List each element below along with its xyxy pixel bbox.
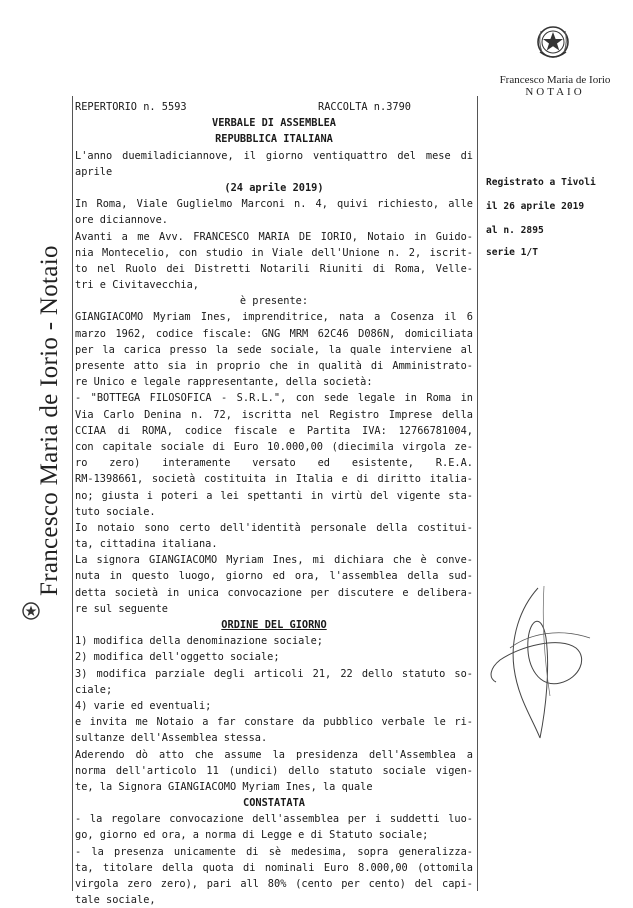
text-line: GIANGIACOMO Myriam Ines, imprenditrice, nata a Cosenza il 6 [75, 311, 473, 324]
text-line: te, la Signora GIANGIACOMO Myriam Ines, la quale [75, 780, 373, 793]
agenda-item: ciale; [75, 683, 113, 696]
notary-name: Francesco Maria de Iorio [499, 74, 611, 86]
text-line: go, giorno ed ora, a norma di Legge e di Statuto sociale; [75, 829, 429, 842]
deed-title: VERBALE DI ASSEMBLEA [212, 117, 336, 130]
text-line: re Unico e legale rappresentante, della società: [75, 376, 373, 389]
text-line: L'anno duemiladiciannove, il giorno ventiquattro del mese di [75, 149, 473, 162]
text-line: Via Carlo Denina n. 72, iscritta nel Registro Imprese della [75, 408, 473, 421]
deed-header-numbers [75, 99, 473, 115]
agenda-item: 2) modifica dell'oggetto sociale; [75, 651, 280, 664]
date-line: (24 aprile 2019) [224, 181, 324, 194]
text-line: e invita me Notaio a far constare da pubblico verbale le ri- [75, 716, 473, 729]
text-line: re sul seguente [75, 602, 168, 615]
text-line: ta, cittadina italiana. [75, 538, 218, 551]
text-line: tuto sociale. [75, 505, 156, 518]
text-line: ore diciannove. [75, 214, 168, 227]
agenda-item: 3) modifica parziale degli articoli 21, 22 dello statuto so- [75, 667, 473, 680]
text-line: tri e Civitavecchia, [75, 279, 199, 292]
constatata-heading: CONSTATATA [243, 797, 305, 810]
agenda-heading: ORDINE DEL GIORNO [221, 619, 327, 631]
text-line: ro zero) interamente versato ed esistente, R.E.A. [75, 457, 473, 470]
agenda-item: 1) modifica della denominazione sociale; [75, 635, 323, 648]
registration-line-2: il 26 aprile 2019 [486, 201, 585, 212]
text-line: per la carica presso la sede sociale, la quale interviene al [75, 343, 473, 356]
text-line: - "BOTTEGA FILOSOFICA - S.R.L.", con sede legale in Roma in [75, 392, 473, 405]
text-line: marzo 1962, codice fiscale: GNG MRM 62C46 D086N, domiciliata [75, 327, 473, 340]
text-line: ta, titolare della quota di nominali Euro 8.000,00 (ottomila [75, 861, 473, 874]
text-line: sultanze dell'Assemblea stessa. [75, 732, 268, 745]
side-seal-icon [22, 602, 40, 620]
text-line: Avanti a me Avv. FRANCESCO MARIA DE IORIO, Notaio in Guido- [75, 230, 473, 243]
text-line: aprile [75, 165, 113, 178]
text-line: Aderendo dò atto che assume la presidenza dell'Assemblea a [75, 748, 473, 761]
text-line: La signora GIANGIACOMO Myriam Ines, mi dichiara che è conve- [75, 554, 473, 567]
text-line: RM-1398661, società costituita in Italia e di diritto italia- [75, 473, 473, 486]
text-line: - la regolare convocazione dell'assemblea per i suddetti luo- [75, 813, 473, 826]
republic-heading: REPUBBLICA ITALIANA [215, 133, 333, 146]
side-notary-stamp: Francesco Maria de Iorio - Notaio [36, 245, 63, 596]
text-line: con capitale sociale di Euro 10.000,00 (diecimila virgola ze- [75, 440, 473, 453]
notary-title: NOTAIO [525, 86, 585, 98]
registration-line-4: serie 1/T [486, 247, 538, 258]
text-line: CCIAA di ROMA, codice fiscale e Partita IVA: 12766781004, [75, 424, 473, 437]
right-margin-rule [477, 96, 478, 891]
italian-republic-emblem-icon [535, 22, 571, 62]
text-line: presente atto sia in proprio che in qualità di Amministrato- [75, 360, 473, 372]
text-line: virgola zero zero), pari all 80% (cento per cento) del capi- [75, 878, 473, 890]
registration-line-1: Registrato a Tivoli [486, 177, 596, 188]
text-line: detta società in unica convocazione per discutere e delibera- [75, 586, 473, 599]
raccolta-number: RACCOLTA n.3790 [318, 101, 411, 113]
agenda-item: 4) varie ed eventuali; [75, 699, 212, 712]
text-line: nuta in questo luogo, giorno ed ora, l'assemblea della sud- [75, 570, 473, 583]
text-line: nia Montecelio, con studio in Viale dell'Unione n. 2, iscrit- [75, 246, 473, 259]
repertorio-number: REPERTORIO n. 5593 [75, 101, 187, 113]
text-line: tale sociale, [75, 894, 156, 907]
text-line: - la presenza unicamente di sè medesima, sopra generalizza- [75, 845, 473, 858]
text-line: In Roma, Viale Guglielmo Marconi n. 4, quivi richiesto, alle [75, 198, 473, 211]
text-line: Io notaio sono certo dell'identità personale della costitui- [75, 521, 473, 534]
left-margin-rule [72, 96, 73, 891]
text-line: norma dell'articolo 11 (undici) dello statuto sociale vigen- [75, 764, 473, 777]
deed-body [75, 99, 473, 908]
registration-line-3: al n. 2895 [486, 225, 544, 236]
text-line: è presente: [239, 295, 309, 308]
text-line: to nel Ruolo dei Distretti Notarili Riuniti di Roma, Velle- [75, 262, 473, 275]
text-line: no; giusta i poteri a lei spettanti in virtù del vigente sta- [75, 489, 473, 502]
notary-signature [480, 578, 600, 748]
